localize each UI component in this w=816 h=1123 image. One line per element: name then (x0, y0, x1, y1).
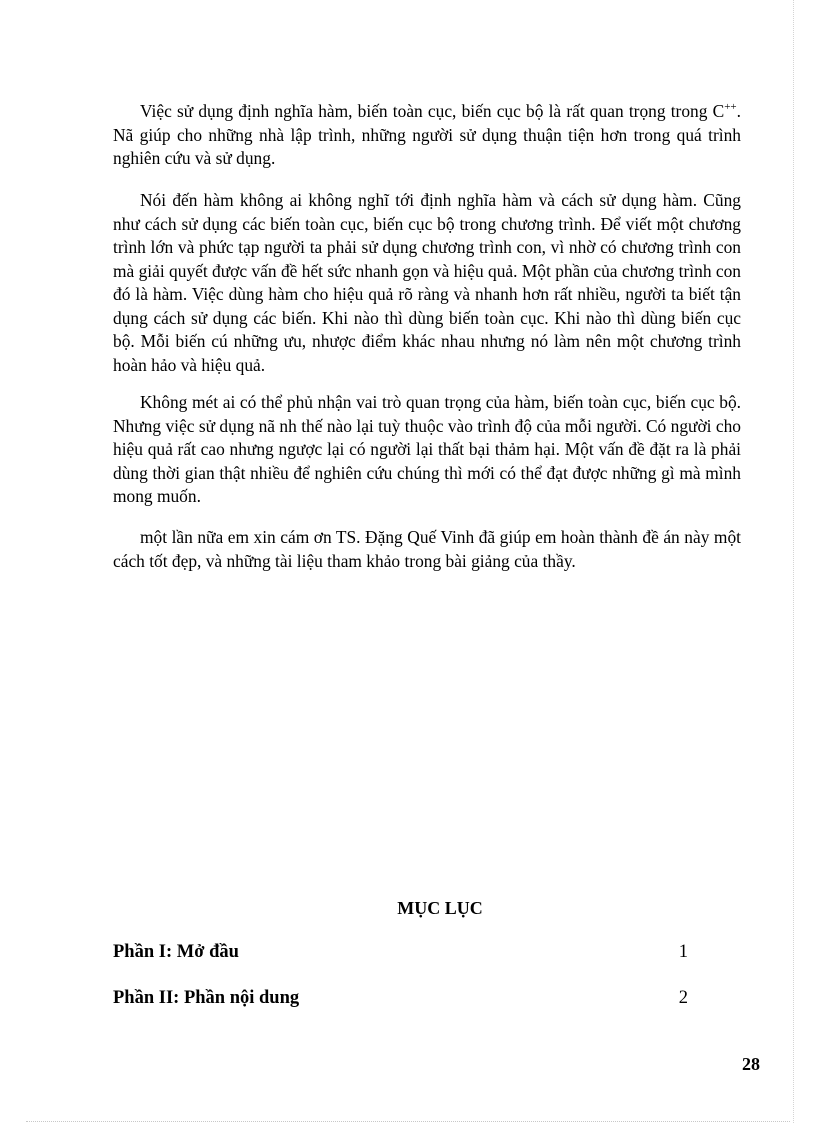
toc-title: MỤC LỤC (397, 898, 483, 918)
cpp-superscript: ++ (724, 101, 737, 114)
paragraph-intro-text-a: Việc sử dụng định nghĩa hàm, biến toàn cục, biến cục bộ là rất quan trọng trong C (140, 101, 725, 121)
page-right-border (793, 0, 794, 1123)
toc-entry-label: Phần I: Mở đầu (113, 942, 239, 962)
paragraph-intro-text-b: . Nã giúp cho những nhà lập trình, những người sử dụng thuận tiện hơn trong quá trình nghiên cứu và sử dụng. (113, 101, 741, 168)
page-number: 28 (742, 1054, 760, 1074)
toc-entry-page: 2 (678, 988, 688, 1008)
paragraph-importance: Không mét ai có thể phủ nhận vai trò quan trọng của hàm, biến toàn cục, biến cục bộ. Nhưng việc sử dụng nã nh thế nào lại tuỳ thuộc vào trình độ của mỗi người. Có người cho hiệu quả rất cao nhưng ngược lại có người lại thất bại thảm hại. Một vấn đề đặt ra là phải dùng thời gian thật nhiều để nghiên cứu chúng thì mới có thể đạt được những gì mà mình mong muốn. (113, 392, 741, 506)
paragraph-thanks: một lần nữa em xin cám ơn TS. Đặng Quế Vinh đã giúp em hoàn thành đề án này một cách tốt đẹp, và những tài liệu tham khảo trong bài giảng của thầy. (113, 527, 741, 571)
page-bottom-border (26, 1121, 790, 1122)
toc-entry-page: 1 (678, 942, 688, 962)
toc-entry-label: Phần II: Phần nội dung (113, 988, 300, 1008)
paragraph-functions: Nói đến hàm không ai không nghĩ tới định nghĩa hàm và cách sử dụng hàm. Cũng như cách sử dụng các biến toàn cục, biến cục bộ trong chương trình. Để viết một chương trình lớn và phức tạp người ta phải sử dụng chương trình con, vì nhờ có chương trình con mà giải quyết được vấn đề hết sức nhanh gọn và hiệu quả. Một phần của chương trình con đó là hàm. Việc dùng hàm cho hiệu quả rõ ràng và nhanh hơn rất nhiều, người ta biết tận dụng cách sử dụng các biến. Khi nào thì dùng biến toàn cục. Khi nào thì dùng biến cục bộ. Mỗi biến cú những ưu, nhược điểm khác nhau nhưng nó làm nên một chương trình hoàn hảo và hiệu quả. (113, 190, 741, 375)
paragraph-intro (113, 100, 741, 171)
